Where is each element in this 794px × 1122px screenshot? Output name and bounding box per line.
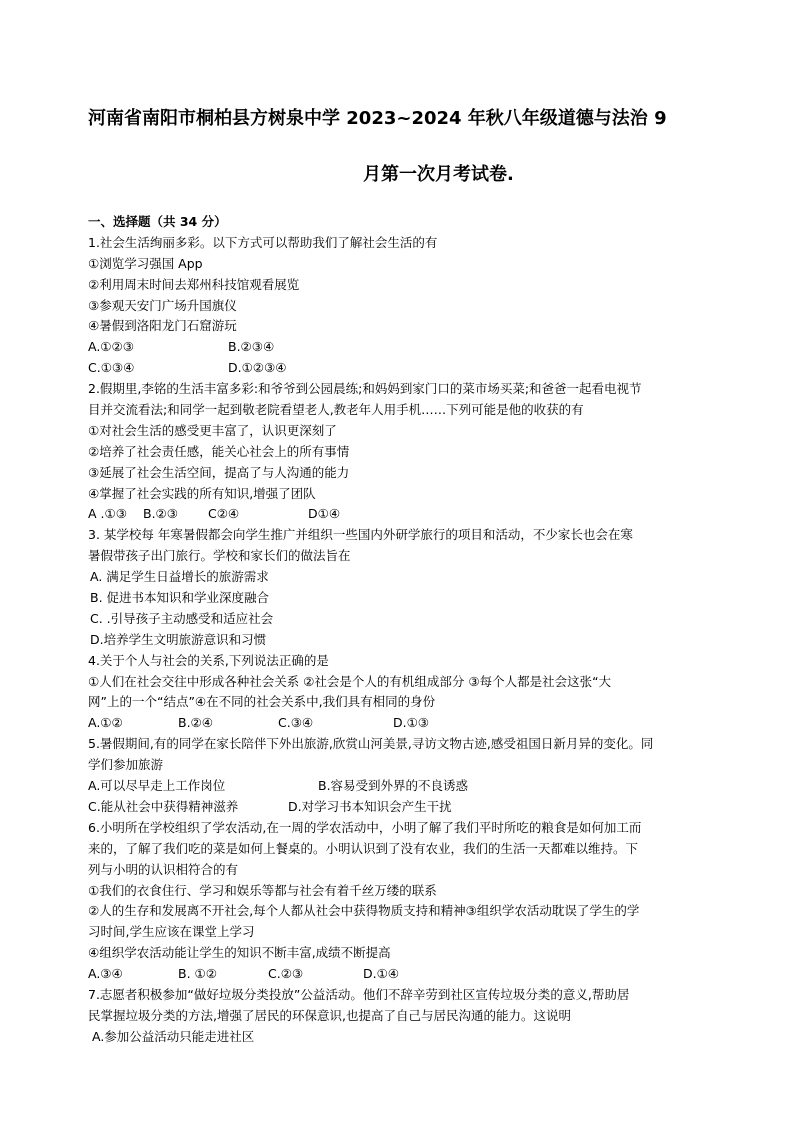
option-c: C.②③ [268, 966, 304, 982]
question-6-item: ④组织学农活动能让学生的知识不断丰富,成绩不断提高 [88, 945, 391, 961]
question-1-item: ①浏览学习强国 App [88, 255, 203, 271]
question-7-stem: 7.志愿者积极参加“做好垃圾分类投放”公益活动。他们不辞辛劳到社区宣传垃圾分类的意义,帮助居 [88, 986, 630, 1002]
question-4-items: ①人们在社会交往中形成各种社会关系 ②社会是个人的有机组成部分 ③每个人都是社会这张“大 [88, 673, 612, 689]
question-7-stem: 民掌握垃圾分类的方法,增强了居民的环保意识,也提高了自己与居民沟通的能力。这说明 [88, 1007, 571, 1023]
option-a: A.①②③ [88, 339, 134, 355]
option-d: D.①③ [393, 715, 430, 731]
option-b: B.容易受到外界的不良诱惑 [318, 778, 469, 794]
question-2-item: ①对社会生活的感受更丰富了，认识更深刻了 [88, 422, 337, 438]
question-3-stem: 暑假带孩子出门旅行。学校和家长们的做法旨在 [88, 548, 351, 564]
question-2-item: ②培养了社会责任感，能关心社会上的所有事情 [88, 443, 350, 459]
option-c: C.能从社会中获得精神滋养 [88, 798, 239, 814]
question-5-options-row1 [88, 776, 718, 797]
option-b: B.②③ [143, 506, 178, 522]
question-6-item: ①我们的衣食住行、学习和娱乐等都与社会有着千丝万缕的联系 [88, 882, 437, 898]
option-a: A.①② [88, 715, 123, 731]
question-1-item: ④暑假到洛阳龙门石窟游玩 [88, 318, 237, 334]
option-d: D.①④ [363, 966, 400, 982]
question-4-items: 网”上的一个“结点”④在不同的社会关系中,我们具有相同的身份 [88, 694, 436, 710]
question-2-stem: 2.假期里,李铭的生活丰富多彩:和爷爷到公园晨练;和妈妈到家门口的菜市场买菜;和爸爸一起看电视节 [88, 381, 642, 397]
question-6-options [88, 964, 718, 985]
option-a: A .①③ [88, 506, 127, 522]
question-3-stem: 3. 某学校每 年寒暑假都会向学生推广并组织一些国内外研学旅行的项目和活动，不少家长也会在寒 [88, 527, 633, 543]
option-c: C.①③④ [88, 360, 135, 376]
exam-content [88, 212, 718, 1048]
option-b: B.②④ [178, 715, 213, 731]
option-d: D.①②③④ [228, 360, 287, 376]
question-2-options [88, 504, 718, 525]
question-5-stem: 学们参加旅游 [88, 757, 164, 773]
document-title-line1: 河南省南阳市桐柏县方树泉中学 2023~2024 年秋八年级道德与法治 9 [88, 108, 667, 129]
option-d: D①④ [308, 506, 341, 522]
option-b: B. 促进书本知识和学业深度融合 [90, 590, 270, 606]
option-b: B.②③④ [228, 339, 275, 355]
question-2-stem: 目并交流看法;和同学一起到敬老院看望老人,教老年人用手机……下列可能是他的收获的有 [88, 402, 584, 418]
question-1-stem: 1.社会生活绚丽多彩。以下方式可以帮助我们了解社会生活的有 [88, 234, 438, 250]
question-4-stem: 4.关于个人与社会的关系,下列说法正确的是 [88, 652, 329, 668]
option-b: B. ①② [178, 966, 217, 982]
question-2-item: ③延展了社会生活空间，提高了与人沟通的能力 [88, 464, 350, 480]
option-a: A.参加公益活动只能走进社区 [92, 1028, 255, 1044]
option-a: A.③④ [88, 966, 123, 982]
question-1-options-row2 [88, 358, 718, 379]
question-6-stem: 来的，了解了我们吃的菜是如何上餐桌的。小明认识到了没有农业，我们的生活一天都难以维持。下 [88, 840, 639, 856]
question-6-item: 习时间,学生应该在课堂上学习 [88, 924, 255, 940]
document-title-line2: 月第一次月考试卷. [363, 164, 514, 185]
section-heading: 一、选择题（共 34 分） [88, 214, 227, 229]
option-d: D.培养学生文明旅游意识和习惯 [90, 631, 267, 647]
question-1-options-row1 [88, 337, 718, 358]
question-6-stem: 列与小明的认识相符合的有 [88, 861, 239, 877]
option-c: C.③④ [278, 715, 314, 731]
question-6-item: ②人的生存和发展离不开社会,每个人都从社会中获得物质支持和精神③组织学农活动耽误了学生的学 [88, 903, 640, 919]
option-a: A.可以尽早走上工作岗位 [88, 778, 226, 794]
question-1-item: ②利用周末时间去郑州科技馆观看展览 [88, 276, 300, 292]
option-c: C②④ [208, 506, 240, 522]
option-c: C. .引导孩子主动感受和适应社会 [90, 610, 274, 626]
option-d: D.对学习书本知识会产生干扰 [288, 798, 452, 814]
question-4-options [88, 713, 718, 734]
question-2-item: ④掌握了社会实践的所有知识,增强了团队 [88, 485, 316, 501]
question-1-item: ③参观天安门广场升国旗仪 [88, 297, 237, 313]
question-5-options-row2 [88, 797, 718, 818]
option-a: A. 满足学生日益增长的旅游需求 [90, 569, 269, 585]
question-6-stem: 6.小明所在学校组织了学农活动,在一周的学农活动中，小明了解了我们平时所吃的粮食是如何加工而 [88, 819, 642, 835]
question-5-stem: 5.暑假期间,有的同学在家长陪伴下外出旅游,欣赏山河美景,寻访文物古迹,感受祖国日新月异的变化。同 [88, 736, 654, 752]
